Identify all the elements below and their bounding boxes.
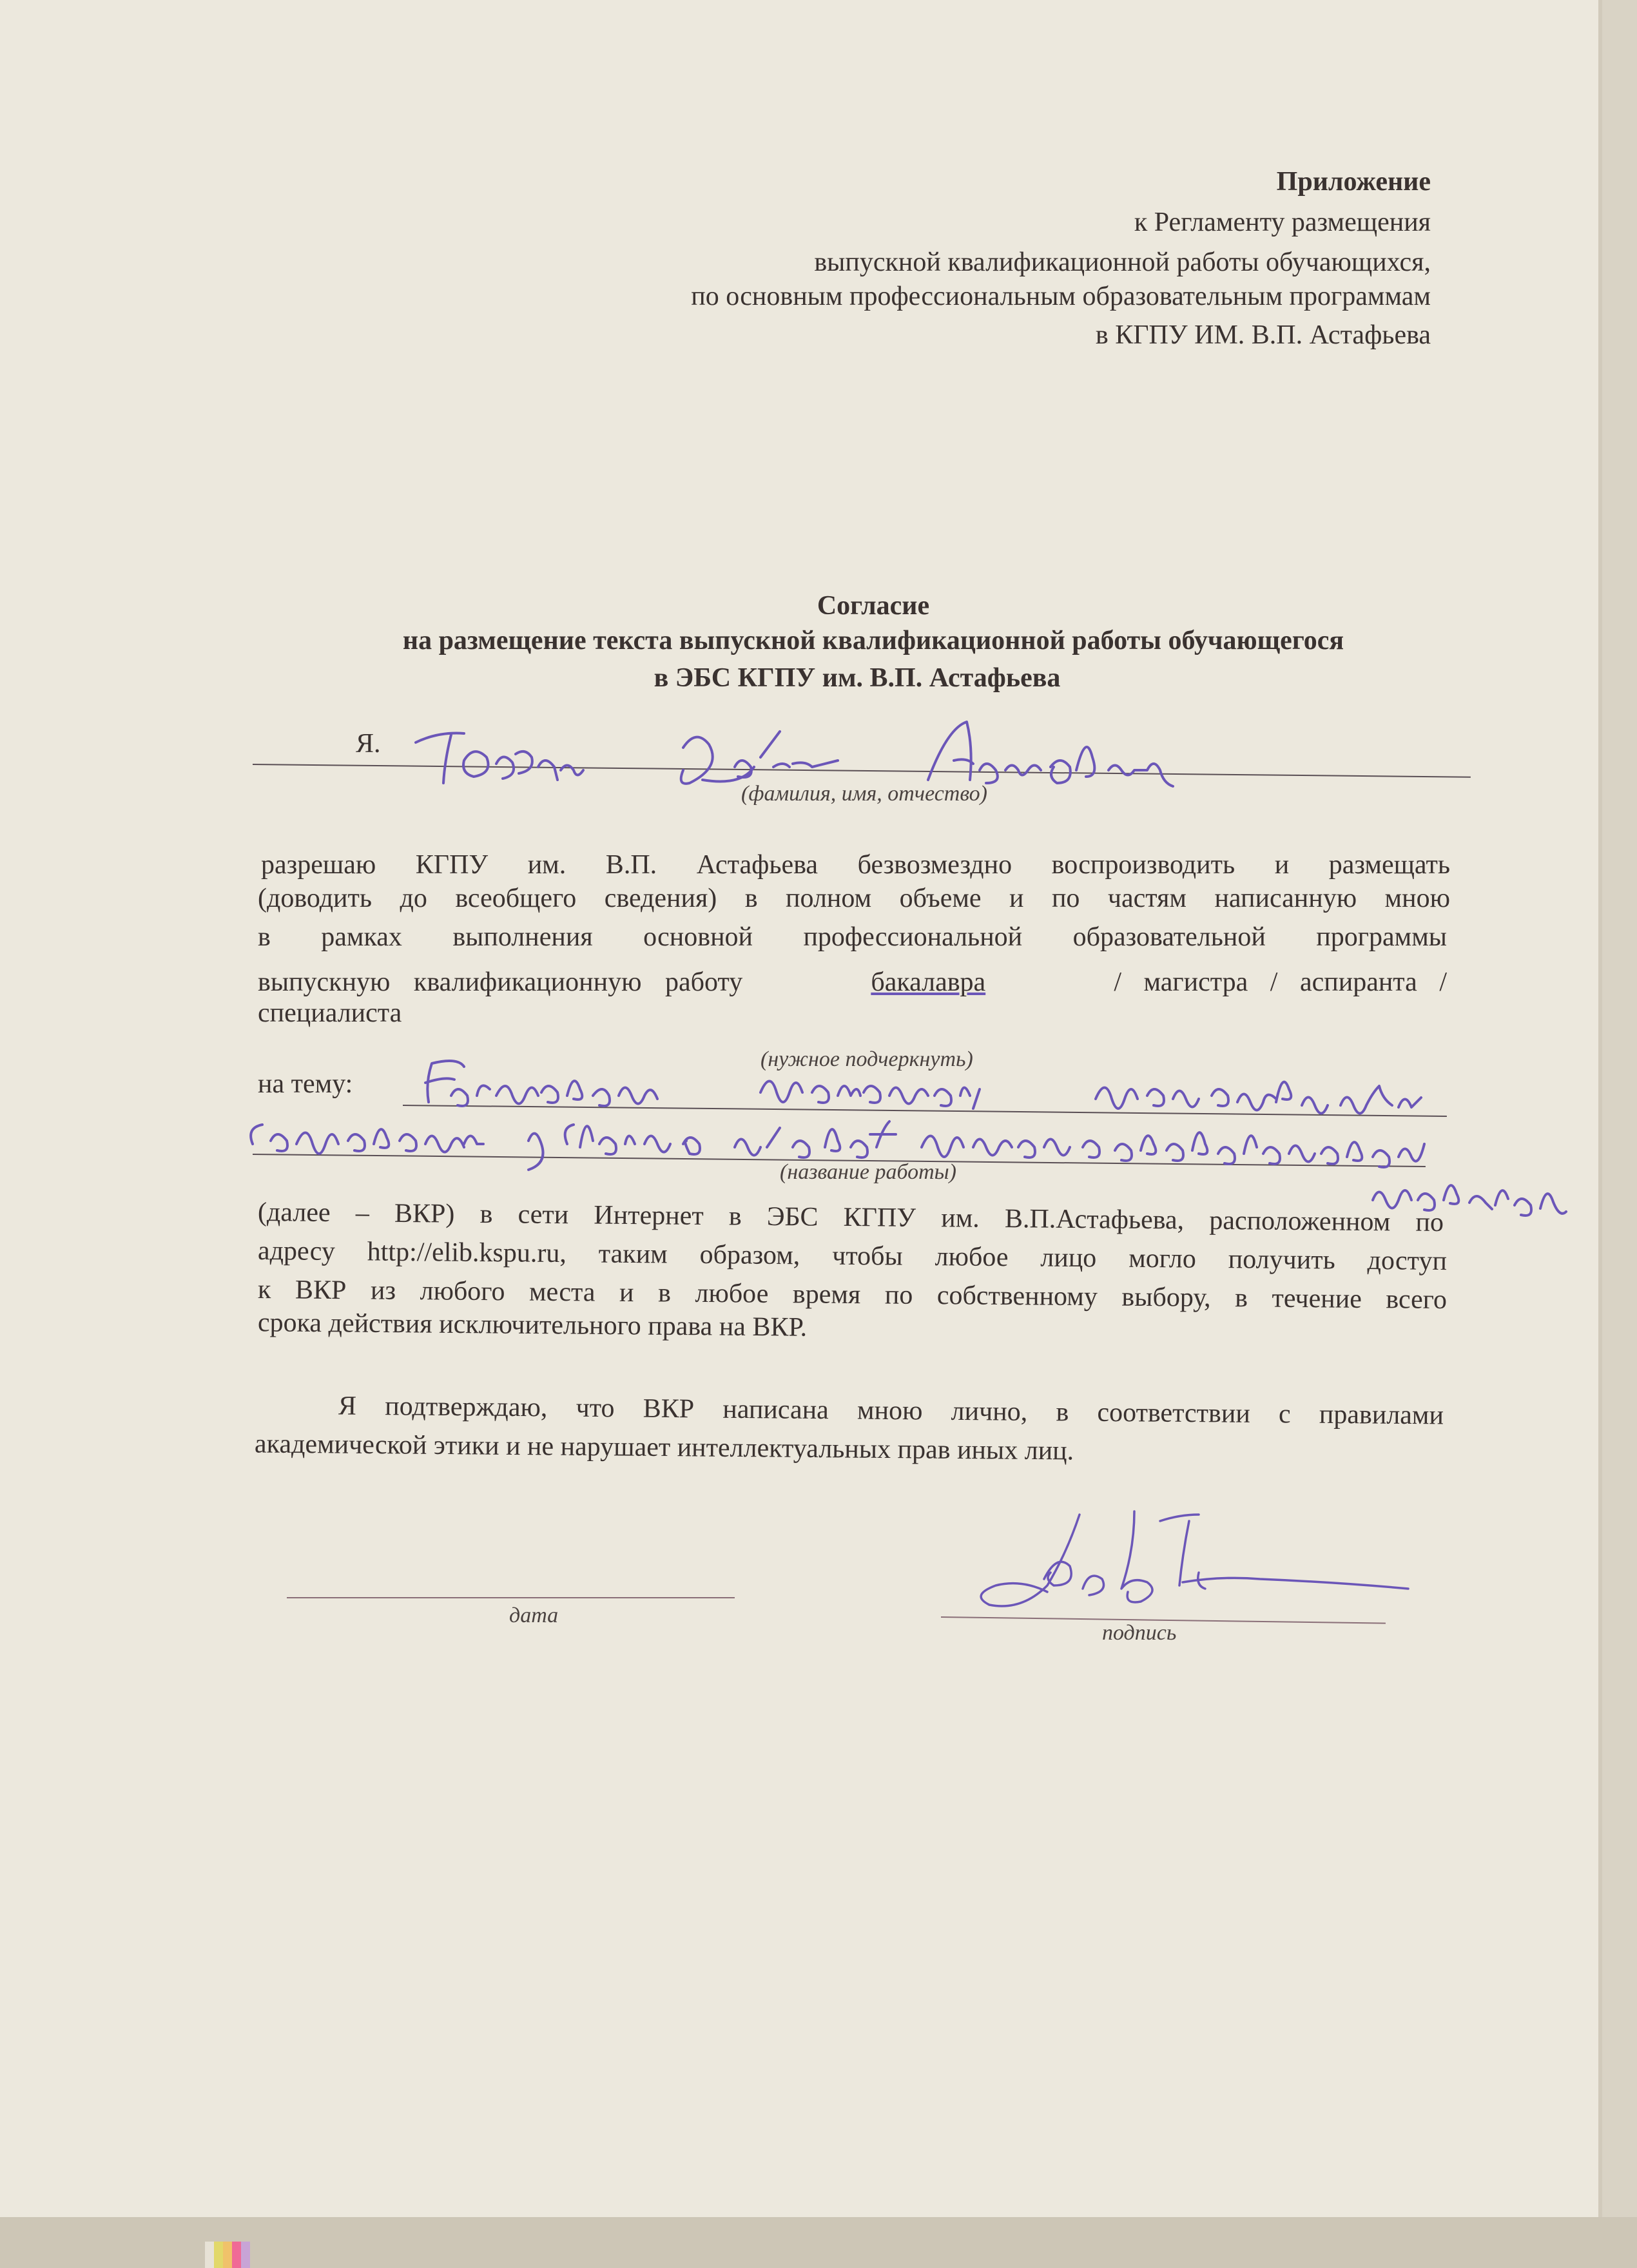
consent-subtitle-1: на размещение текста выпускной квалификационной работы обучающегося [402,626,1344,655]
body2-line-3: к ВКР из любого места и в любое время по собственному выбору, в течение всего [257,1274,1448,1315]
purple-tab [241,2242,250,2268]
body-line-4-start: выпускную квалификационную работу [258,967,743,997]
appendix-line-4: в КГПУ ИМ. В.П. Астафьева [1095,320,1431,350]
paper-edge-swatch [205,2242,214,2268]
body2-line-2: адресу http://elib.kspu.ru, таким образом, чтобы любое лицо могло получить доступ [257,1236,1448,1277]
name-caption: (фамилия, имя, отчество) [741,782,987,806]
body-line-2: (доводить до всеобщего сведения) в полном объеме и по частям написанную мною [258,884,1450,913]
consent-subtitle-2: в ЭБС КГПУ им. В.П. Астафьева [654,663,1061,693]
confirm-line-2: академической этики и не нарушает интеллектуальных прав иных лиц. [254,1429,1074,1466]
appendix-title: Приложение [1276,167,1431,197]
consent-title: Согласие [817,591,930,621]
signature-caption: подпись [1102,1621,1177,1645]
name-prefix: Я. [356,729,381,759]
pink-tab [232,2242,241,2268]
choose-caption: (нужное подчеркнуть) [760,1047,973,1071]
appendix-line-2: выпускной квалификационной работы обучающихся, [814,247,1431,277]
degree-bachelor: бакалавра [871,967,986,997]
orange-tab [223,2242,232,2268]
body2-line-4: срока действия исключительного права на ВКР. [257,1308,808,1342]
body2-line-1: (далее – ВКР) в сети Интернет в ЭБС КГПУ им. В.П.Астафьева, расположенном по [257,1197,1444,1238]
date-caption: дата [509,1604,559,1627]
topic-label: на тему: [258,1069,353,1099]
handwritten-topic [251,1061,1566,1216]
confirm-line-1: Я подтверждаю, что ВКР написана мною лично, в соответствии с правилами [338,1391,1444,1431]
body-line-5: специалиста [258,998,402,1028]
handwritten-name [416,722,1173,786]
yellow-tab [214,2242,223,2268]
body-line-4-end: / магистра / аспиранта / [1114,967,1447,997]
body-line-3: в рамках выполнения основной профессиональной образовательной программы [258,922,1447,952]
appendix-line-3: по основным профессиональным образовательным программам [691,282,1431,311]
topic-caption: (название работы) [780,1160,956,1184]
appendix-line-1: к Регламенту размещения [1134,208,1431,237]
handwritten-signature [981,1511,1408,1606]
body-line-1: разрешаю КГПУ им. В.П. Астафьева безвозмездно воспроизводить и размещать [261,850,1450,880]
